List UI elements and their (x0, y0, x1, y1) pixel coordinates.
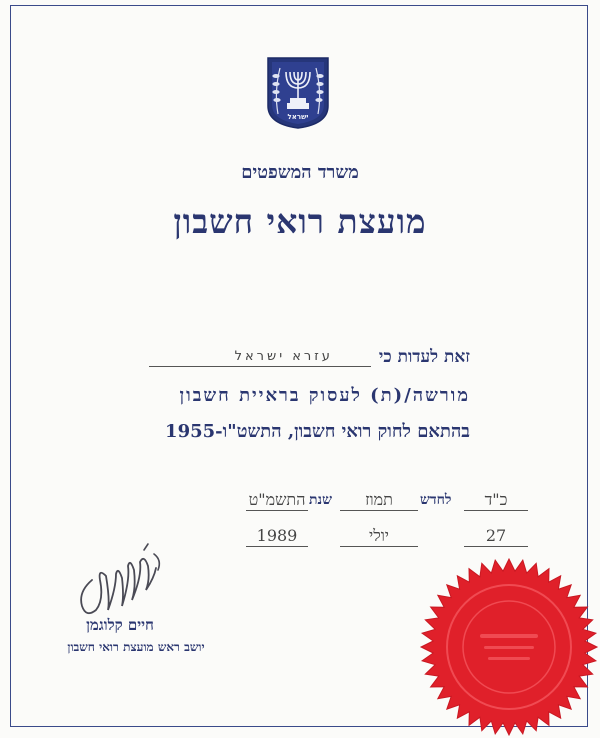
gregorian-day: 27 (464, 526, 528, 547)
certify-line (149, 346, 470, 367)
menorah-emblem-icon (264, 54, 332, 130)
licensed-statement: מורשה/(ת) לעסוק בראיית חשבון (179, 385, 470, 406)
month-label: לחדש (420, 492, 452, 508)
council-title: מועצת רואי חשבון (173, 202, 427, 241)
ministry-title: משרד המשפטים (241, 162, 359, 183)
signer-title: יושב ראש מועצת רואי חשבון (67, 640, 205, 654)
recipient-name: עזרא ישראל (234, 349, 333, 364)
recipient-name-field (149, 346, 371, 367)
red-wax-seal-icon (418, 556, 600, 738)
signer-name: חיים קלוגמן (86, 616, 154, 634)
hebrew-month: תמוז (340, 490, 418, 511)
signature-mark (70, 540, 170, 620)
law-reference: בהתאם לחוק רואי חשבון, התשט"ו-1955 (165, 421, 470, 442)
gregorian-year: 1989 (246, 526, 308, 547)
certify-label: זאת לעדות כי (378, 347, 470, 367)
hebrew-day: כ"ד (464, 490, 528, 511)
gregorian-month: יולי (340, 526, 418, 547)
hebrew-year: התשמ"ט (246, 490, 308, 511)
svg-text:ישראל: ישראל (287, 113, 309, 121)
year-label: שנת (309, 492, 333, 508)
